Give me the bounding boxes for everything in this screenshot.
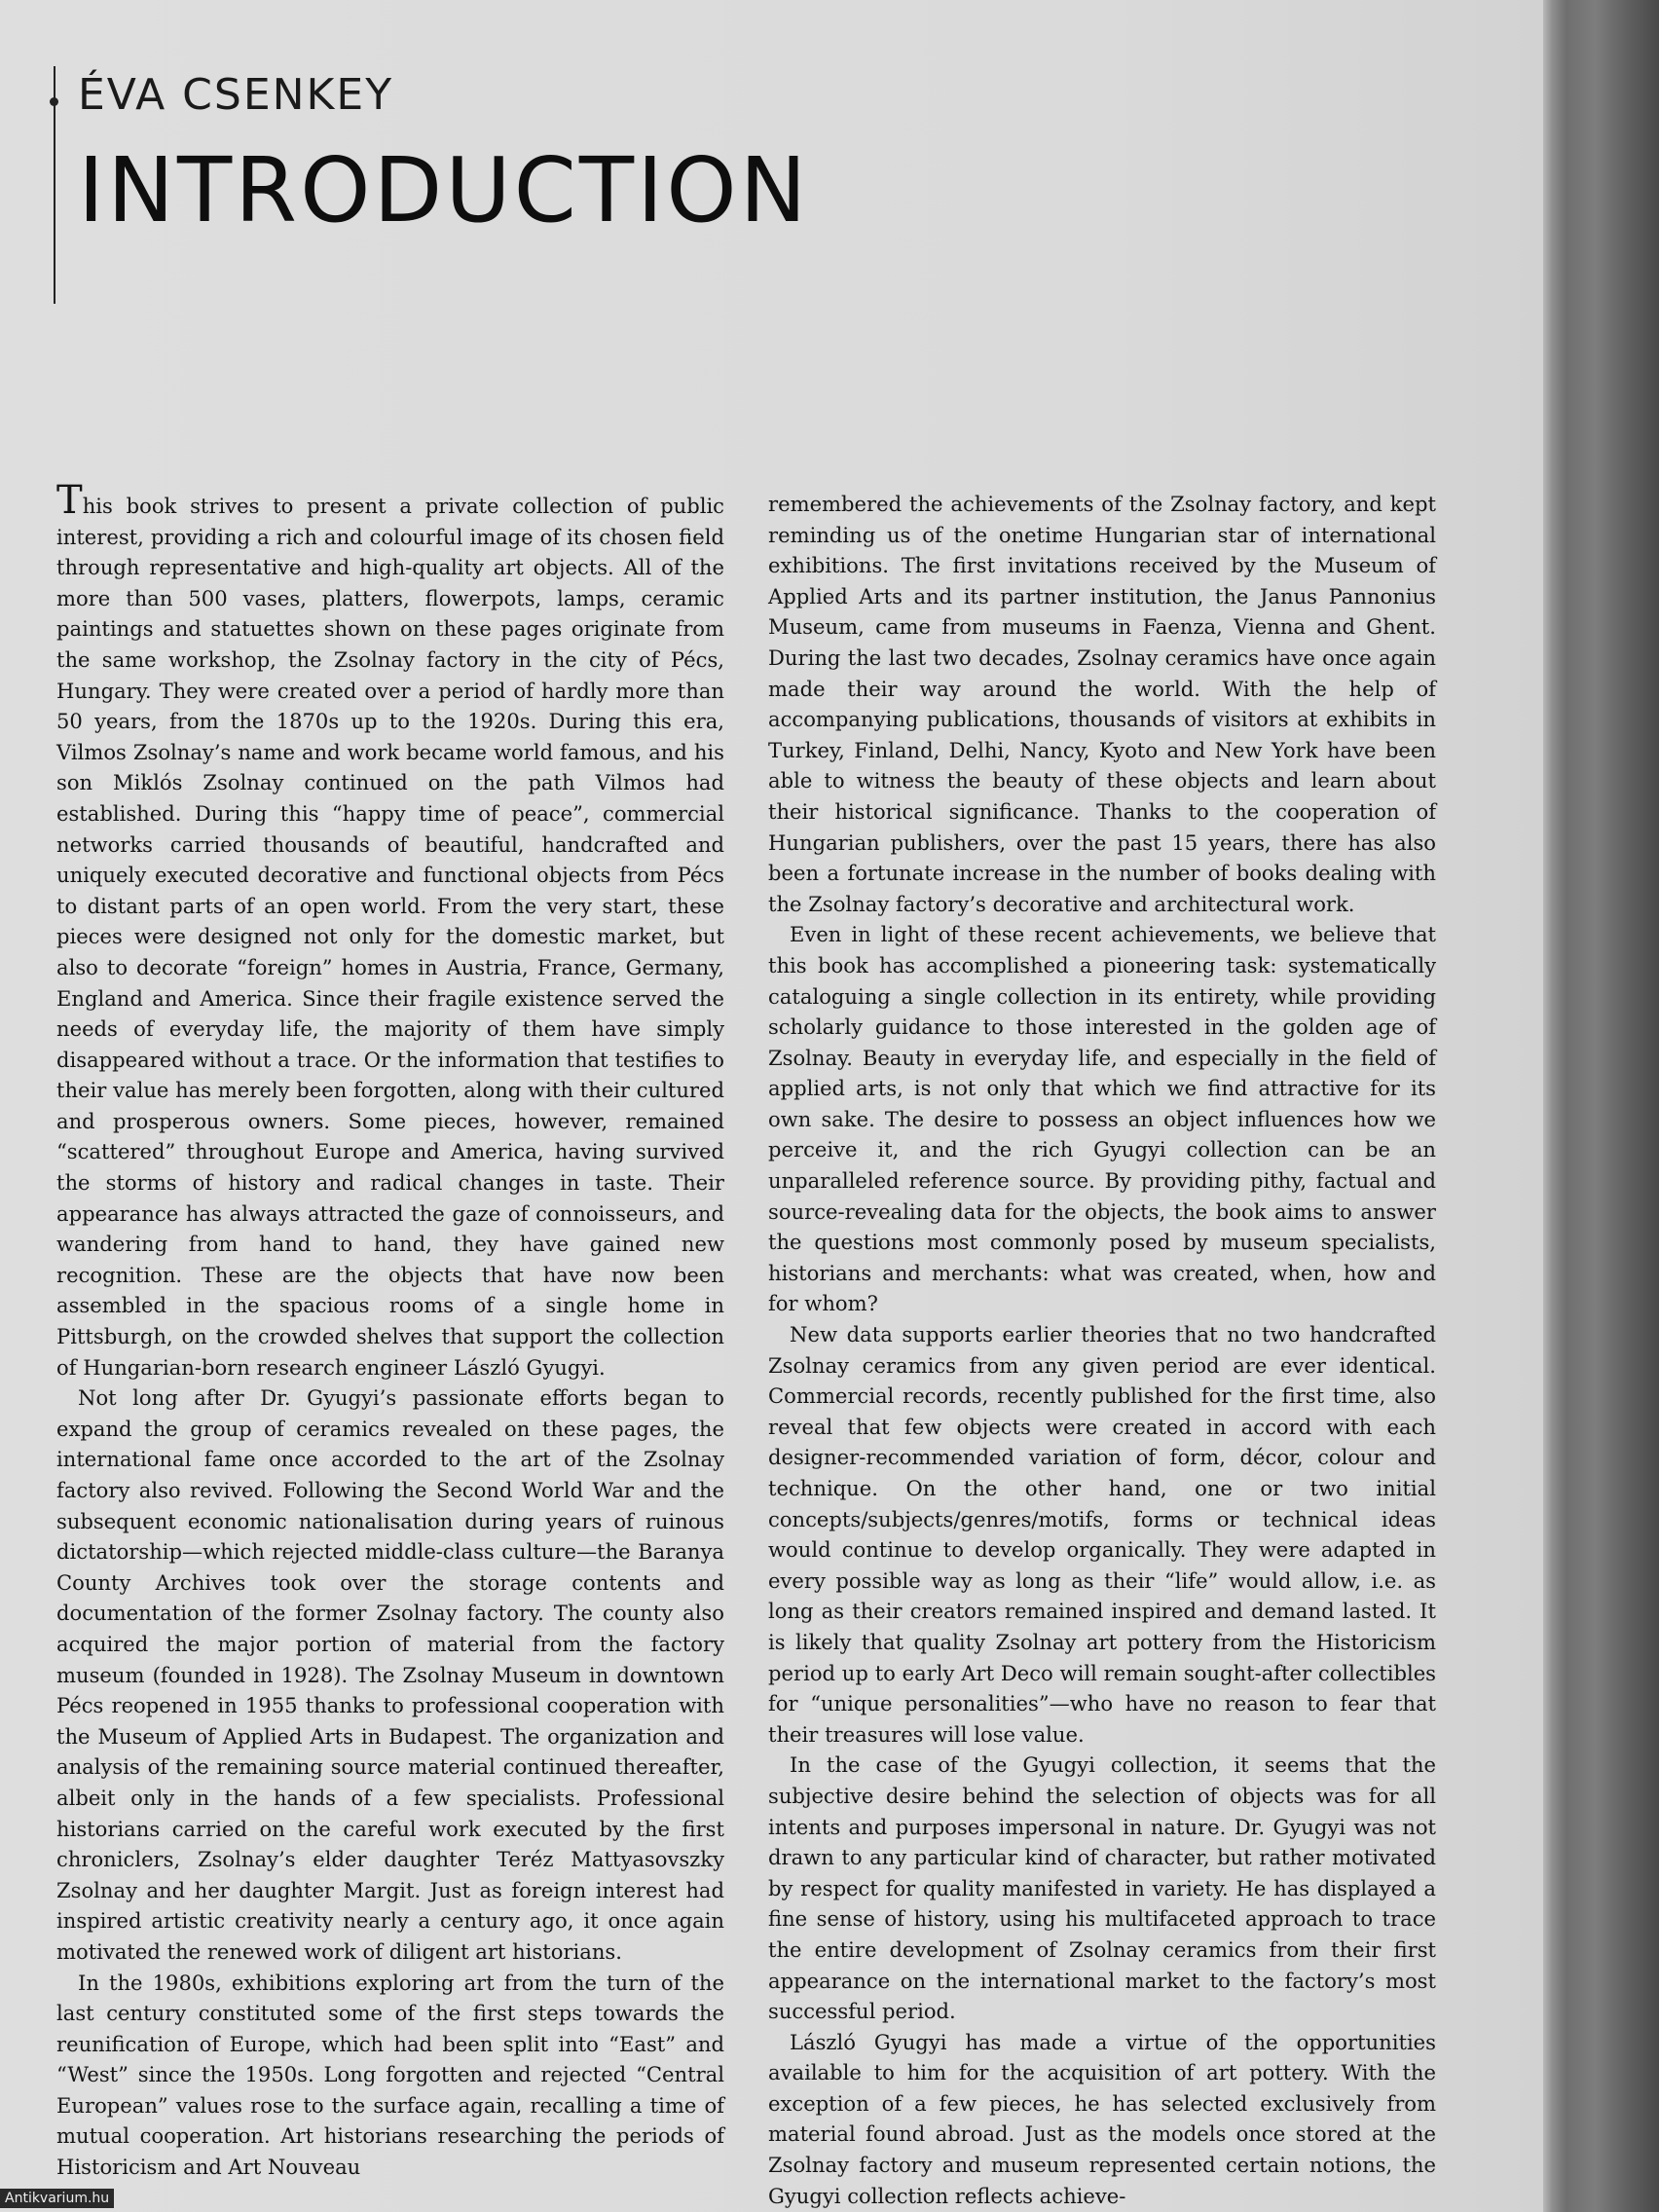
drop-cap: T	[56, 478, 83, 523]
paragraph: remembered the achievements of the Zsolnay factory, and kept reminding us of the onetime Hungarian star of international exhibitions. The first invitations received by the Museum of Applied Arts and its partner institution, the Janus Pannonius Museum, came from museums in Faenza, Vienna and Ghent. During the last two decades, Zsolnay ceramics have once again made their way around the world. With the help of accompanying publications, thousands of visitors at exhibits in Turkey, Finland, Delhi, Nancy, Kyoto and New York have been able to witness the beauty of these objects and learn about their historical significance. Thanks to the cooperation of Hungarian publishers, over the past 15 years, there has also been a fortunate increase in the number of books dealing with the Zsolnay factory’s decorative and architectural work.	[768, 492, 1436, 916]
paragraph: Even in light of these recent achievements, we believe that this book has accomplished a pioneering task: systematically cataloguing a single collection in its entirety, while providing scholarly guidance to those interested in the golden age of Zsolnay. Beauty in everyday life, and especially in the field of applied arts, is not only that which we find attractive for its own sake. The desire to possess an object influences how we perceive it, and the rich Gyugyi collection can be an unparalleled reference source. By providing pithy, factual and source-revealing data for the objects, the book aims to answer the questions most commonly posed by museum specialists, historians and merchants: what was created, when, how and for whom?	[768, 922, 1436, 1316]
rule-bullet	[50, 97, 58, 106]
paragraph: László Gyugyi has made a virtue of the opportunities available to him for the acquisition of art pottery. With the exception of a few pieces, he has selected exclusively from material found abroad. Just as the models once stored at the Zsolnay factory and museum represented certain notions, the Gyugyi collection reflects achieve-	[768, 2029, 1436, 2208]
book-spine-shadow	[1543, 0, 1659, 2212]
paragraph: In the case of the Gyugyi collection, it seems that the subjective desire behind the selection of objects was for all intents and purposes impersonal in nature. Dr. Gyugyi was not drawn to any particular kind of character, but rather motivated by respect for quality manifested in variety. He has displayed a fine sense of history, using his multifaceted approach to trace the entire development of Zsolnay ceramics from their first appearance on the international market to the factory’s most successful period.	[768, 1752, 1436, 2024]
author-name: ÉVA CSENKEY	[78, 70, 394, 120]
text-column-right	[768, 489, 1436, 2211]
paragraph	[56, 478, 724, 1382]
watermark: Antikvarium.hu	[0, 2189, 114, 2208]
paragraph: Not long after Dr. Gyugyi’s passionate efforts began to expand the group of ceramics revealed on these pages, the international fame once accorded to the art of the Zsolnay factory also revived. Following the Second World War and the subsequent economic nationalisation during years of ruinous dictatorship—which rejected middle-class culture—the Baranya County Archives took over the storage contents and documentation of the former Zsolnay factory. The county also acquired the major portion of material from the factory museum (founded in 1928). The Zsolnay Museum in downtown Pécs reopened in 1955 thanks to professional cooperation with the Museum of Applied Arts in Budapest. The organization and analysis of the remaining source material continued thereafter, albeit only in the hands of a few specialists. Professional historians carried on the careful work executed by the first chroniclers, Zsolnay’s elder daughter Teréz Mattyasovszky Zsolnay and her daughter Margit. Just as foreign interest had inspired artistic creativity nearly a century ago, it once again motivated the renewed work of diligent art historians.	[56, 1385, 724, 1964]
text-column-left	[56, 478, 724, 2183]
paragraph: In the 1980s, exhibitions exploring art from the turn of the last century constituted some of the first steps towards the reunification of Europe, which had been split into “East” and “West” since the 1950s. Long forgotten and rejected “Central European” values rose to the surface again, recalling a time of mutual cooperation. Art historians researching the periods of Historicism and Art Nouveau	[56, 1970, 724, 2180]
paragraph-text: his book strives to present a private collection of public interest, providing a rich and colourful image of its chosen field through representative and high-quality art objects. All of the more than 500 vases, platters, flowerpots, lamps, ceramic paintings and statuettes shown on these pages originate from the same workshop, the Zsolnay factory in the city of Pécs, Hungary. They were created over a period of hardly more than 50 years, from the 1870s up to the 1920s. During this era, Vilmos Zsolnay’s name and work became world famous, and his son Miklós Zsolnay continued on the path Vilmos had established. During this “happy time of peace”, commercial networks carried thousands of beautiful, handcrafted and uniquely executed decorative and functional objects from Pécs to distant parts of an open world. From the very start, these pieces were designed not only for the domestic market, but also to decorate “foreign” homes in Austria, France, Germany, England and America. Since their fragile existence served the needs of everyday life, the majority of them have simply disappeared without a trace. Or the information that testifies to their value has merely been forgotten, along with their cultured and prosperous owners. Some pieces, however, remained “scattered” throughout Europe and America, having survived the storms of history and radical changes in taste. Their appearance has always attracted the gaze of connoisseurs, and wandering from hand to hand, they have gained new recognition. These are the objects that have now been assembled in the spacious rooms of a single home in Pittsburgh, on the crowded shelves that support the collection of Hungarian-born research engineer László Gyugyi.	[56, 494, 724, 1380]
paragraph: New data supports earlier theories that no two handcrafted Zsolnay ceramics from any given period are ever identical. Commercial records, recently published for the first time, also reveal that few objects were created in accord with each designer-recommended variation of form, décor, colour and technique. On the other hand, one or two initial concepts/subjects/genres/motifs, forms or technical ideas would continue to develop organically. They were adapted in every possible way as long as their “life” would allow, i.e. as long as their creators remained inspired and demand lasted. It is likely that quality Zsolnay art pottery from the Historicism period up to early Art Deco will remain sought-after collectibles for “unique personalities”—who have no reason to fear that their treasures will lose value.	[768, 1322, 1436, 1747]
chapter-title: INTRODUCTION	[78, 138, 810, 242]
